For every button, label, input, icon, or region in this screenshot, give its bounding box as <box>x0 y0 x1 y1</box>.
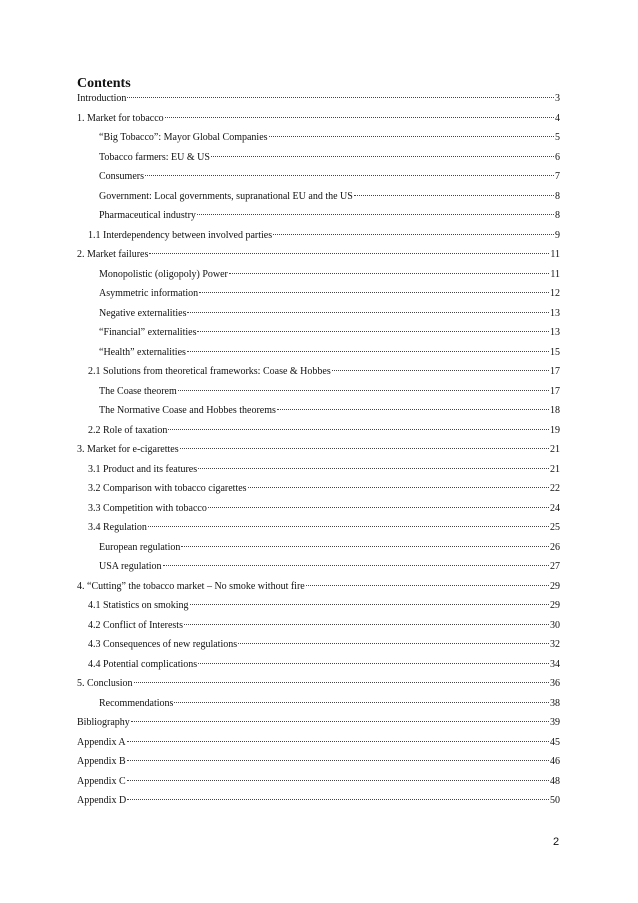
page-number: 2 <box>553 836 560 848</box>
dot-leader <box>165 117 554 118</box>
dot-leader <box>178 390 549 391</box>
toc-entry-title: Tobacco farmers: EU & US <box>99 151 210 163</box>
toc-entry-title: 2.2 Role of taxation <box>88 424 168 436</box>
toc-entry-page: 11 <box>550 249 560 260</box>
toc-entry[interactable] <box>77 795 560 815</box>
toc-entry-title: Pharmaceutical industry <box>99 210 196 221</box>
toc-entry[interactable] <box>77 444 560 464</box>
toc-entry-title: 3.4 Regulation <box>88 522 147 533</box>
dot-leader <box>197 214 554 215</box>
dot-leader <box>168 429 549 430</box>
toc-entry-title: “Health” externalities <box>99 346 186 358</box>
dot-leader <box>198 468 549 469</box>
toc-entry-page: 29 <box>550 600 560 611</box>
toc-entry[interactable] <box>77 405 560 425</box>
dot-leader <box>248 487 549 488</box>
toc-entry-page: 48 <box>550 775 560 787</box>
toc-entry-title: 3.1 Product and its features <box>88 463 198 475</box>
toc-entry-title: 4.4 Potential complications <box>88 658 198 670</box>
toc-entry-page: 39 <box>550 717 560 728</box>
toc-entry-page: 22 <box>550 483 560 494</box>
toc-entry[interactable] <box>77 561 560 581</box>
dot-leader <box>229 273 549 274</box>
toc-entry-page: 8 <box>555 190 560 202</box>
toc-entry-title: 4.1 Statistics on smoking <box>88 600 189 611</box>
toc-entry-page: 32 <box>550 639 560 650</box>
dot-leader <box>184 624 549 625</box>
dot-leader <box>127 741 549 742</box>
toc-entry-page: 7 <box>555 171 560 182</box>
dot-leader <box>127 780 549 781</box>
toc-entry-title: The Normative Coase and Hobbes theorems <box>99 405 276 416</box>
dot-leader <box>163 565 550 566</box>
toc-entry-title: Recommendations <box>99 697 174 709</box>
toc-entry-title: 4. “Cutting” the tobacco market – No smoke without fire <box>77 580 305 592</box>
toc-entry[interactable] <box>77 600 560 620</box>
toc-entry-page: 11 <box>550 268 560 280</box>
toc-entry-title: 2.1 Solutions from theoretical frameworks: Coase & Hobbes <box>88 366 331 377</box>
toc-entry-page: 27 <box>550 561 560 572</box>
toc-entry-title: The Coase theorem <box>99 385 177 397</box>
toc-entry-title: Negative externalities <box>99 307 187 319</box>
toc-entry[interactable] <box>77 678 560 698</box>
dot-leader <box>148 526 549 527</box>
toc-entry[interactable] <box>77 698 560 718</box>
toc-entry-title: 2. Market failures <box>77 249 149 260</box>
toc-entry-title: Appendix B <box>77 756 126 767</box>
toc-entry-title: 1. Market for tobacco <box>77 112 164 124</box>
toc-entry[interactable] <box>77 327 560 347</box>
dot-leader <box>238 643 549 644</box>
toc-entry-page: 13 <box>550 307 560 319</box>
toc-entry[interactable] <box>77 659 560 679</box>
toc-entry[interactable] <box>77 132 560 152</box>
toc-entry[interactable] <box>77 776 560 796</box>
toc-entry-page: 46 <box>550 756 560 767</box>
dot-leader <box>273 234 554 235</box>
toc-entry-page: 4 <box>555 112 560 124</box>
toc-entry[interactable] <box>77 386 560 406</box>
toc-entry-page: 9 <box>555 229 560 241</box>
toc-entry-title: 1.1 Interdependency between involved parties <box>88 229 273 241</box>
dot-leader <box>354 195 554 196</box>
toc-entry[interactable] <box>77 483 560 503</box>
toc-entry[interactable] <box>77 581 560 601</box>
toc-entry[interactable] <box>77 347 560 367</box>
toc-entry[interactable] <box>77 230 560 250</box>
dot-leader <box>127 97 554 98</box>
dot-leader <box>181 546 549 547</box>
dot-leader <box>198 663 549 664</box>
toc-entry-title: “Big Tobacco”: Mayor Global Companies <box>99 132 268 143</box>
dot-leader <box>332 370 549 371</box>
toc-heading: Contents <box>77 76 131 91</box>
toc-entry-page: 26 <box>550 541 560 553</box>
toc-entry-page: 12 <box>550 288 560 299</box>
toc-entry[interactable] <box>77 620 560 640</box>
toc-entry-page: 29 <box>550 580 560 592</box>
dot-leader <box>306 585 549 586</box>
toc-entry[interactable] <box>77 210 560 230</box>
toc-entry-page: 15 <box>550 346 560 358</box>
toc-entry-page: 45 <box>550 736 560 748</box>
toc-entry-title: 3. Market for e-cigarettes <box>77 444 179 455</box>
toc-entry-title: 5. Conclusion <box>77 678 133 689</box>
dot-leader <box>269 136 554 137</box>
dot-leader <box>174 702 549 703</box>
dot-leader <box>131 721 549 722</box>
dot-leader <box>134 682 549 683</box>
toc-entry-title: Government: Local governments, supranational EU and the US <box>99 190 353 202</box>
toc-entry-title: Consumers <box>99 171 144 182</box>
toc-entry-title: 4.2 Conflict of Interests <box>88 619 183 631</box>
dot-leader <box>211 156 554 157</box>
toc-entry-title: Appendix D <box>77 795 127 806</box>
toc-entry-page: 21 <box>550 444 560 455</box>
toc-entry-title: 3.2 Comparison with tobacco cigarettes <box>88 483 247 494</box>
toc-entry-page: 21 <box>550 463 560 475</box>
toc-entry-page: 19 <box>550 424 560 436</box>
toc-entry-title: European regulation <box>99 541 181 553</box>
toc-entry[interactable] <box>77 717 560 737</box>
toc-entry[interactable] <box>77 113 560 133</box>
dot-leader <box>190 604 549 605</box>
dot-leader <box>149 253 549 254</box>
dot-leader <box>127 799 549 800</box>
dot-leader <box>197 331 549 332</box>
toc-entry[interactable] <box>77 249 560 269</box>
toc-entry-title: “Financial” externalities <box>99 327 197 338</box>
toc-entry-title: USA regulation <box>99 561 162 572</box>
dot-leader <box>145 175 554 176</box>
toc-entry[interactable] <box>77 366 560 386</box>
toc-entry[interactable] <box>77 737 560 757</box>
dot-leader <box>127 760 549 761</box>
toc-entry[interactable] <box>77 93 560 113</box>
toc-entry-title: Bibliography <box>77 717 130 728</box>
dot-leader <box>180 448 549 449</box>
toc-entry-page: 6 <box>555 151 560 163</box>
dot-leader <box>199 292 549 293</box>
toc-entry[interactable] <box>77 191 560 211</box>
toc-entry-page: 17 <box>550 366 560 377</box>
toc-entry[interactable] <box>77 639 560 659</box>
toc-entry-title: 3.3 Competition with tobacco <box>88 502 207 514</box>
toc-entry-title: Monopolistic (oligopoly) Power <box>99 268 228 280</box>
toc-entry-page: 30 <box>550 619 560 631</box>
toc-entry-page: 50 <box>550 795 560 806</box>
toc-entry[interactable] <box>77 308 560 328</box>
toc-entry[interactable] <box>77 269 560 289</box>
dot-leader <box>187 351 549 352</box>
toc-entry[interactable] <box>77 152 560 172</box>
toc-entry[interactable] <box>77 425 560 445</box>
dot-leader <box>187 312 549 313</box>
toc-entry-title: Asymmetric information <box>99 288 199 299</box>
toc-entry-title: Appendix C <box>77 775 126 787</box>
toc-entry-page: 17 <box>550 385 560 397</box>
dot-leader <box>277 409 549 410</box>
dot-leader <box>208 507 549 508</box>
toc-entry-page: 36 <box>550 678 560 689</box>
toc-entry-page: 18 <box>550 405 560 416</box>
toc-entry[interactable] <box>77 288 560 308</box>
toc-entry-title: 4.3 Consequences of new regulations <box>88 639 238 650</box>
toc-entry-page: 34 <box>550 658 560 670</box>
toc-entry[interactable] <box>77 503 560 523</box>
toc-entry[interactable] <box>77 756 560 776</box>
toc-entry[interactable] <box>77 171 560 191</box>
toc-entry[interactable] <box>77 522 560 542</box>
toc-entry[interactable] <box>77 464 560 484</box>
toc-entry-page: 3 <box>555 93 560 104</box>
table-of-contents <box>77 93 560 815</box>
toc-entry-page: 8 <box>555 210 560 221</box>
toc-entry-title: Introduction <box>77 93 127 104</box>
toc-entry-page: 38 <box>550 697 560 709</box>
toc-entry-title: Appendix A <box>77 736 126 748</box>
toc-entry-page: 13 <box>550 327 560 338</box>
toc-entry-page: 25 <box>550 522 560 533</box>
toc-entry[interactable] <box>77 542 560 562</box>
toc-entry-page: 24 <box>550 502 560 514</box>
toc-entry-page: 5 <box>555 132 560 143</box>
